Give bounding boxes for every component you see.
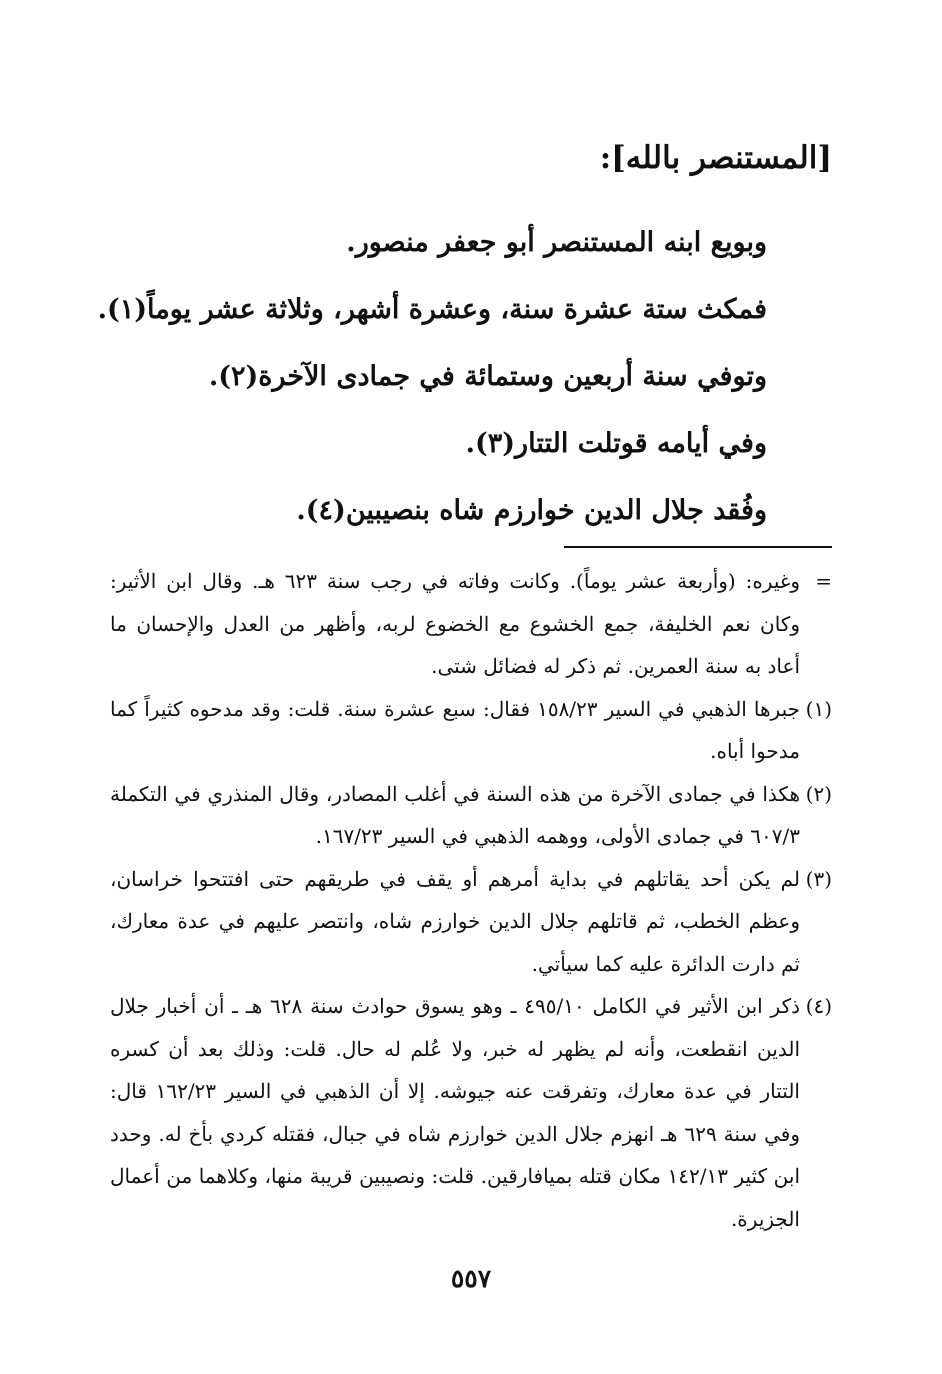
footnotes: [110, 560, 832, 1240]
footnote-marker: (٣): [805, 866, 832, 891]
footnote-text: ذكر ابن الأثير في الكامل ٤٩٥/١٠ ـ وهو يسوق حوادث سنة ٦٢٨ هـ ـ أن أخبار جلال الدين انقطعت، وأنه لم يظهر له خبر، ولا عُلم له حال. قلت: وذلك بعد أن كسره التتار في عدة معارك، وتفرقت عنه جيوشه. إلا أن الذهبي في السير ١٦٢/٢٣ قال: وفي سنة ٦٢٩ هـ انهزم جلال الدين خوارزم شاه في جبال، فقتله كردي بأخ له. وحدد ابن كثير ١٤٢/١٣ مكان قتله بميافارقين. قلت: ونصيبين قريبة منها، وكلاهما من أعمال الجزيرة.: [110, 994, 801, 1231]
main-text-line: وبويع ابنه المستنصر أبو جعفر منصور.: [346, 227, 767, 258]
main-text-line: وفي أيامه قوتلت التتار(٣).: [465, 428, 767, 459]
main-text-line: فمكث ستة عشرة سنة، وعشرة أشهر، وثلاثة عشر يوماً(١).: [97, 294, 767, 325]
footnote-text: لم يكن أحد يقاتلهم في بداية أمرهم أو يقف في طريقهم حتى افتتحوا خراسان، وعظم الخطب، ثم قاتلهم جلال الدين خوارزم شاه، وانتصر عليهم في عدة معارك، ثم دارت الدائرة عليه كما سيأتي.: [110, 866, 800, 976]
footnote-marker: (٢): [805, 781, 832, 806]
footnote-text: هكذا في جمادى الآخرة من هذه السنة في أغلب المصادر، وقال المنذري في التكملة ٦٠٧/٣ في جمادى الأولى، ووهمه الذهبي في السير ١٦٧/٢٣.: [110, 781, 800, 848]
footnote-divider: [564, 546, 832, 548]
footnote-marker: =: [815, 569, 832, 593]
footnote-4: [110, 985, 832, 1240]
footnote-1: [110, 688, 832, 773]
main-text-line: وتوفي سنة أربعين وستمائة في جمادى الآخرة(٢).: [208, 361, 767, 392]
footnote-marker: (١): [805, 696, 832, 721]
footnote-3: [110, 858, 832, 986]
footnote-text: وغيره: (وأربعة عشر يوماً). وكانت وفاته في رجب سنة ٦٢٣ هـ. وقال ابن الأثير: وكان نعم الخليفة، جمع الخشوع مع الخضوع لربه، وأظهر من العدل والإحسان ما أعاد به سنة العمرين. ثم ذكر له فضائل شتى.: [110, 569, 800, 678]
main-text-line: وفُقد جلال الدين خوارزم شاه بنصيبين(٤).: [296, 495, 767, 526]
footnote-2: [110, 773, 832, 858]
footnote-continuation: [110, 560, 832, 688]
footnote-marker: (٤): [805, 994, 832, 1018]
page-number: ٥٥٧: [450, 1264, 492, 1293]
section-heading: [المستنصر بالله]:: [599, 140, 832, 176]
footnote-text: جبرها الذهبي في السير ١٥٨/٢٣ فقال: سبع عشرة سنة. قلت: وقد مدحوه كثيراً كما مدحوا أباه.: [110, 696, 800, 763]
main-text: [97, 218, 767, 553]
